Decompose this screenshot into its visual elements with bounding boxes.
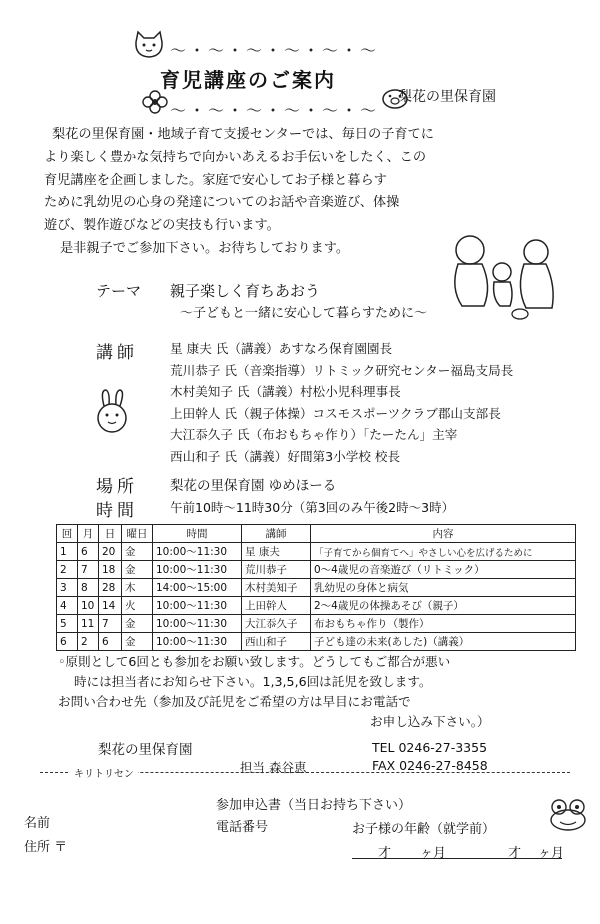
contact-person: 担当 森谷恵 [240, 760, 307, 775]
age-unit: 才 [508, 846, 522, 861]
table-cell: 10:00〜11:30 [153, 561, 242, 579]
table-cell: 2 [57, 561, 78, 579]
table-cell: 大江忝久子 [242, 615, 311, 633]
table-cell: 4 [57, 597, 78, 615]
table-row [57, 579, 576, 597]
lecturers-label: 講師 [96, 343, 138, 363]
table-cell: 2 [78, 633, 99, 651]
table-cell: 金 [122, 561, 153, 579]
form-name-label: 名前 [24, 816, 51, 831]
note-line: 時には担当者にお知らせ下さい。1,3,5,6回は託児を致します。 [74, 674, 432, 689]
intro-line: 遊び、製作遊びなどの実技も行います。 [44, 218, 280, 234]
form-title: 参加申込書（当日お持ち下さい） [216, 798, 412, 813]
form-address-label: 住所 〒 [24, 840, 68, 855]
col-header: 時間 [153, 525, 242, 543]
table-cell: 子ども達の未来(あした)（講義） [311, 633, 576, 651]
table-cell: 金 [122, 543, 153, 561]
frog-doodle-icon [548, 798, 588, 832]
theme-label: テーマ [96, 282, 142, 300]
month-unit: ヶ月 [538, 846, 565, 861]
venue-label: 場所 [96, 477, 138, 497]
cut-line-label: キリトリセン [70, 765, 138, 780]
col-header: 回 [57, 525, 78, 543]
intro-line: 育児講座を企画しました。家庭で安心してお子様と暮らす [44, 172, 387, 188]
table-cell: 28 [99, 579, 122, 597]
table-row [57, 543, 576, 561]
col-header: 日 [99, 525, 122, 543]
intro-line: より楽しく豊かな気持ちで向かいあえるお手伝いをしたく、この [44, 149, 427, 165]
table-cell: 上田幹人 [242, 597, 311, 615]
table-cell: 10:00〜11:30 [153, 543, 242, 561]
note-line: お申し込み下さい。） [370, 714, 490, 729]
col-header: 講師 [242, 525, 311, 543]
table-cell: 2〜4歳児の体操あそび（親子） [311, 597, 576, 615]
lecturer-item: 木村美知子 氏（講義）村松小児科理事長 [170, 384, 401, 399]
schedule-table [56, 524, 576, 651]
table-cell: 火 [122, 597, 153, 615]
theme-sub: 〜子どもと一緒に安心して暮らすために〜 [180, 306, 428, 321]
table-cell: 6 [57, 633, 78, 651]
contact-org: 梨花の里保育園 [98, 742, 193, 758]
table-cell: 星 康夫 [242, 543, 311, 561]
venue-value: 梨花の里保育園 ゆめほーる [170, 478, 337, 494]
rabbit-doodle-icon [92, 388, 132, 434]
table-cell: 3 [57, 579, 78, 597]
table-row [57, 561, 576, 579]
table-cell: 「子育てから個育てへ」やさしい心を広げるために [311, 543, 576, 561]
table-row [57, 597, 576, 615]
table-cell: 20 [99, 543, 122, 561]
time-label: 時間 [96, 501, 138, 521]
intro-line: 是非親子でご参加下さい。お待ちしております。 [60, 240, 350, 256]
table-cell: 10:00〜11:30 [153, 597, 242, 615]
notes-block [58, 652, 578, 732]
table-cell: 1 [57, 543, 78, 561]
form-child-age-label: お子様の年齢（就学前） [352, 822, 496, 837]
table-cell: 7 [78, 561, 99, 579]
table-cell: 木 [122, 579, 153, 597]
form-phone-label: 電話番号 [216, 820, 269, 835]
table-cell: 布おもちゃ作り（製作） [311, 615, 576, 633]
note-line: お問い合わせ先（参加及び託児をご希望の方は早目にお電話で [58, 694, 411, 709]
table-cell: 6 [78, 543, 99, 561]
month-unit: ヶ月 [420, 846, 447, 861]
table-cell: 金 [122, 615, 153, 633]
time-value: 午前10時〜11時30分（第3回のみ午後2時〜3時） [170, 500, 455, 515]
table-cell: 10:00〜11:30 [153, 615, 242, 633]
page-title: 育児講座のご案内 [160, 68, 336, 92]
title-block [130, 36, 420, 120]
lecturer-item: 西山和子 氏（講義）好間第3小学校 校長 [170, 448, 401, 464]
table-cell: 14 [99, 597, 122, 615]
table-cell: 14:00〜15:00 [153, 579, 242, 597]
intro-text [44, 124, 564, 261]
table-row [57, 615, 576, 633]
contact-tel: TEL 0246-27-3355 [372, 740, 488, 755]
table-cell: 0〜4歳児の音楽遊び（リトミック） [311, 561, 576, 579]
table-cell: 乳幼児の身体と病気 [311, 579, 576, 597]
table-cell: 10 [78, 597, 99, 615]
table-cell: 6 [99, 633, 122, 651]
organizer-name: 梨花の里保育園 [398, 89, 496, 105]
table-cell: 8 [78, 579, 99, 597]
contact-fax: FAX 0246-27-8458 [372, 758, 488, 773]
lecturer-item: 上田幹人 氏（親子体操）コスモスポーツクラブ郡山支部長 [170, 405, 501, 421]
lecturer-list [170, 338, 570, 467]
schedule-header-row [57, 525, 576, 543]
table-cell: 西山和子 [242, 633, 311, 651]
col-header: 曜日 [122, 525, 153, 543]
table-row [57, 633, 576, 651]
table-cell: 10:00〜11:30 [153, 633, 242, 651]
note-line: ◦原則として6回とも参加をお願い致します。どうしてもご都合が悪い [58, 654, 451, 669]
intro-line: ために乳幼児の心身の発達についてのお話や音楽遊び、体操 [44, 195, 400, 211]
lecturer-item: 星 康夫 氏（講義）あすなろ保育園園長 [170, 341, 393, 356]
table-cell: 11 [78, 615, 99, 633]
table-cell: 荒川恭子 [242, 561, 311, 579]
table-cell: 金 [122, 633, 153, 651]
lecturer-item: 大江忝久子 氏（布おもちゃ作り）「たーたん」主宰 [170, 427, 458, 442]
col-header: 月 [78, 525, 99, 543]
title-wave-top: 〜・〜・〜・〜・〜・〜 [170, 41, 380, 60]
age-unit: 才 [378, 846, 392, 861]
lecturer-item: 荒川恭子 氏（音楽指導）リトミック研究センター福島支局長 [170, 362, 514, 378]
table-cell: 18 [99, 561, 122, 579]
table-cell: 木村美知子 [242, 579, 311, 597]
col-header: 内容 [311, 525, 576, 543]
table-cell: 7 [99, 615, 122, 633]
intro-line: 梨花の里保育園・地域子育て支援センターでは、毎日の子育てに [52, 127, 434, 142]
title-wave-bottom: 〜・〜・〜・〜・〜・〜 [170, 101, 380, 120]
theme-main: 親子楽しく育ちあおう [170, 282, 321, 300]
table-cell: 5 [57, 615, 78, 633]
